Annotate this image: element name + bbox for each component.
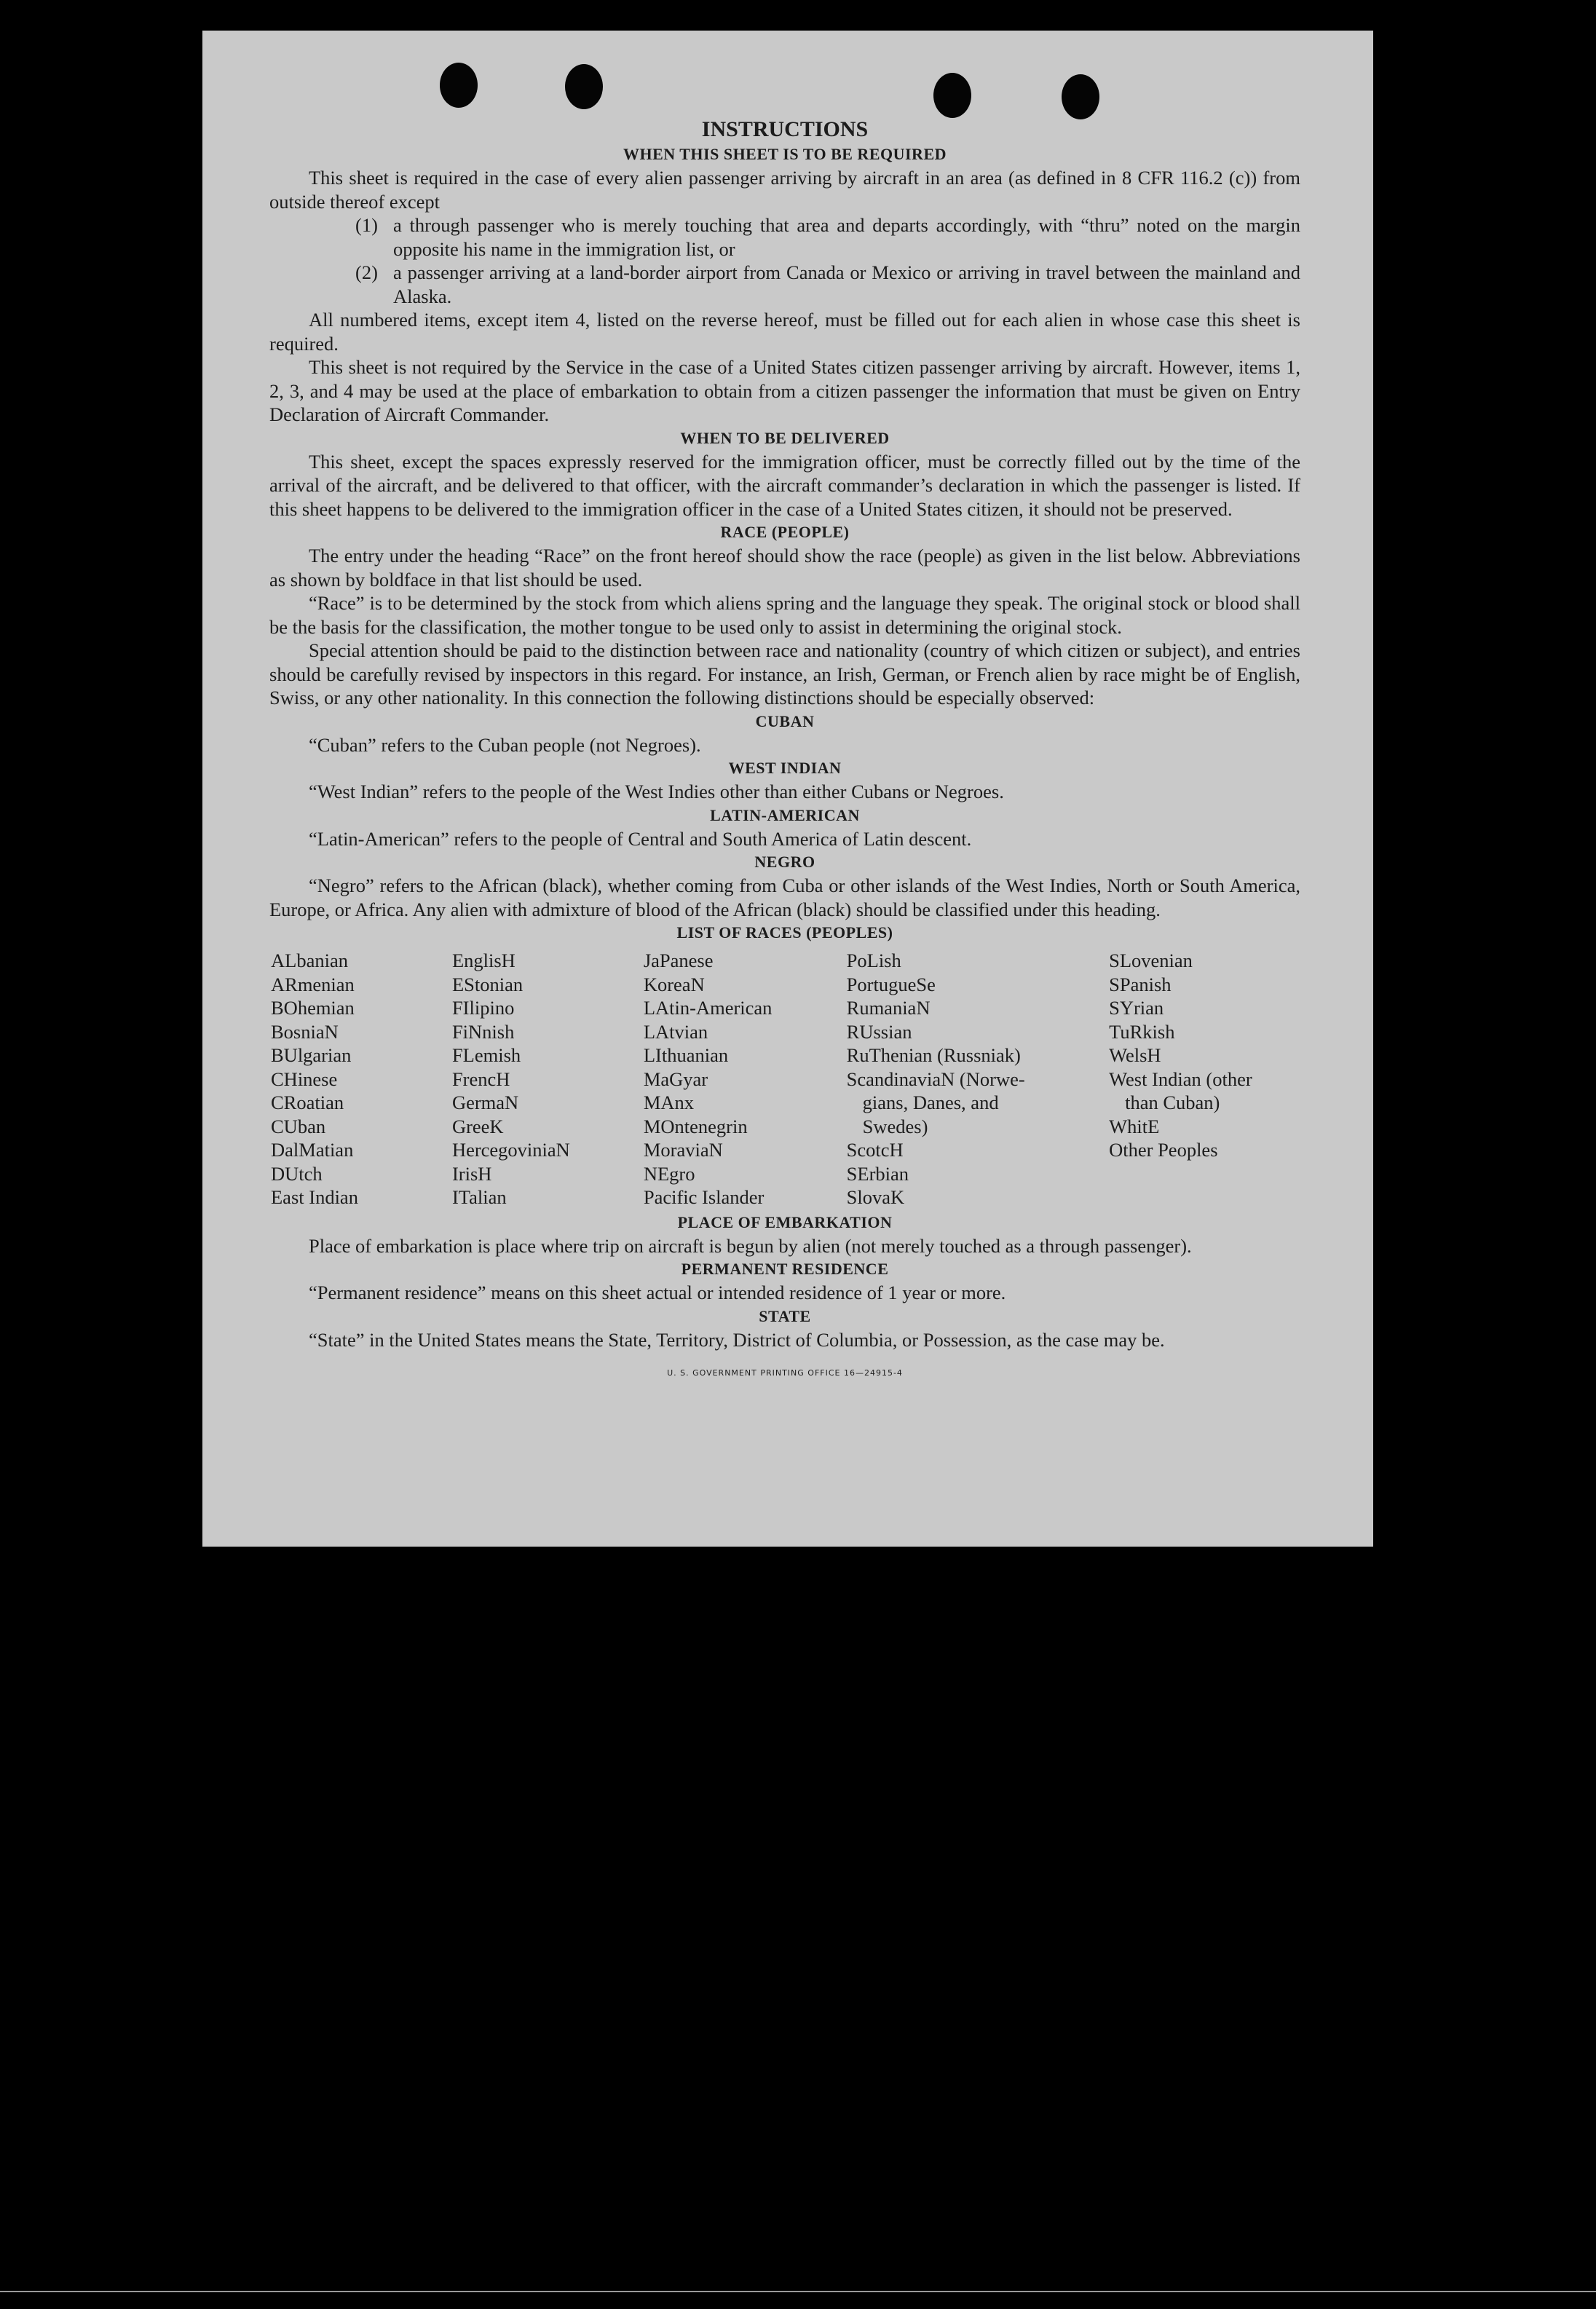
scan-edge-line xyxy=(0,2291,1596,2292)
race-entry: BUlgarian xyxy=(271,1044,352,1066)
race-entry: MOntenegrin xyxy=(643,1115,748,1137)
race-entry: PortugueSe xyxy=(846,973,936,995)
item-text: a through passenger who is merely touching that area and departs accordingly, with “thru” noted on the margin opposite his name in the immigration list, or xyxy=(393,214,1300,260)
race-entry: KoreaN xyxy=(643,973,705,995)
paragraph: All numbered items, except item 4, listed on the reverse hereof, must be filled out for each alien in whose case this sheet is required. xyxy=(269,309,1300,355)
race-entry: CRoatian xyxy=(271,1092,344,1113)
race-entry: LAtin-American xyxy=(643,997,773,1019)
race-entry: FrencH xyxy=(451,1067,510,1090)
race-entry: MAnx xyxy=(643,1092,695,1113)
heading-latin-american: LATIN-AMERICAN xyxy=(710,805,860,824)
race-entry: ScandinaviaN (Norwe- xyxy=(846,1067,1025,1090)
paragraph: This sheet is not required by the Service in the case of a United States citizen passenger arriving by aircraft. However, items 1, 2, 3, and 4 may be used at the place of embarkation to obtain from a citizen passenger the information that must be given on Entry Declaration of Aircraft Commander. xyxy=(269,356,1300,425)
race-entry: EnglisH xyxy=(451,950,515,971)
paragraph: This sheet is required in the case of every alien passenger arriving by aircraft in an area (as defined in 8 CFR 116.2 (c)) from outside thereof except xyxy=(269,167,1300,213)
race-entry: LAtvian xyxy=(643,1020,708,1043)
heading-west-indian: WEST INDIAN xyxy=(728,759,842,777)
race-entry: ITalian xyxy=(451,1186,507,1208)
punch-hole xyxy=(1062,74,1099,119)
heading-residence: PERMANENT RESIDENCE xyxy=(681,1260,889,1278)
race-entry: CHinese xyxy=(271,1067,338,1090)
race-entry: ScotcH xyxy=(846,1139,904,1161)
race-entry: Pacific Islander xyxy=(643,1186,765,1208)
race-entry: CUban xyxy=(271,1115,326,1137)
item-number: (2) xyxy=(355,261,378,283)
punch-hole xyxy=(440,63,478,108)
heading-race: RACE (PEOPLE) xyxy=(720,523,850,541)
heading-cuban: CUBAN xyxy=(755,711,815,730)
race-entry: SYrian xyxy=(1109,997,1164,1019)
paragraph: “Race” is to be determined by the stock from which aliens spring and the language they speak. The original stock or blood shall be the basis for the classification, the mother tongue to be used only to assist in determining the original stock. xyxy=(269,592,1300,638)
paragraph: The entry under the heading “Race” on the front hereof should show the race (people) as given in the list below. Abbreviations as shown by boldface in that list should be used. xyxy=(269,545,1300,591)
race-entry: Swedes) xyxy=(862,1115,928,1137)
race-entry: SLovenian xyxy=(1109,950,1193,971)
heading-state: STATE xyxy=(759,1306,811,1325)
paragraph: “Permanent residence” means on this sheet actual or intended residence of 1 year or more. xyxy=(309,1282,1006,1303)
instruction-sheet xyxy=(202,31,1373,1547)
race-entry: HercegoviniaN xyxy=(451,1139,570,1161)
race-entry: ARmenian xyxy=(271,973,355,995)
race-entry: than Cuban) xyxy=(1125,1092,1220,1113)
race-entry: JaPanese xyxy=(643,950,714,971)
race-entry: WelsH xyxy=(1109,1044,1161,1066)
race-entry: gians, Danes, and xyxy=(862,1092,999,1113)
race-entry: SlovaK xyxy=(846,1186,905,1208)
race-entry: RumaniaN xyxy=(846,997,931,1019)
races-column xyxy=(847,949,1109,1209)
race-entry: DUtch xyxy=(271,1162,323,1185)
race-entry: RUssian xyxy=(846,1020,912,1043)
paragraph: “Cuban” refers to the Cuban people (not Negroes). xyxy=(309,733,701,756)
race-entry: LIthuanian xyxy=(643,1044,729,1066)
race-entry: SPanish xyxy=(1109,973,1172,995)
race-entry: GermaN xyxy=(451,1092,519,1113)
list-item xyxy=(355,213,1300,261)
paragraph: “West Indian” refers to the people of the West Indies other than either Cubans or Negroes. xyxy=(309,781,1004,802)
paragraph: “Latin-American” refers to the people of Central and South America of Latin descent. xyxy=(309,827,972,850)
race-entry: West Indian (other xyxy=(1109,1067,1252,1090)
item-text: a passenger arriving at a land-border airport from Canada or Mexico or arriving in travel between the mainland and Alaska. xyxy=(393,261,1300,307)
race-entry: East Indian xyxy=(271,1186,358,1208)
race-entry: NEgro xyxy=(643,1162,695,1185)
race-entry: BosniaN xyxy=(271,1020,339,1043)
race-entry: FIlipino xyxy=(451,997,515,1019)
paragraph: “Negro” refers to the African (black), whether coming from Cuba or other islands of the West Indies, North or South America, Europe, or Africa. Any alien with admixture of blood of the African (black) should be classified under this heading. xyxy=(269,875,1300,920)
races-list xyxy=(271,949,1300,1209)
race-entry: DalMatian xyxy=(271,1139,354,1161)
heading-embarkation: PLACE OF EMBARKATION xyxy=(677,1212,893,1231)
race-entry: Other Peoples xyxy=(1109,1139,1218,1161)
race-entry: FLemish xyxy=(451,1044,521,1066)
heading-negro: NEGRO xyxy=(754,853,815,871)
races-column xyxy=(452,949,644,1209)
paragraph: “State” in the United States means the State, Territory, District of Columbia, or Possession, as the case may be. xyxy=(309,1328,1165,1351)
race-entry: ALbanian xyxy=(271,950,348,971)
race-entry: MoraviaN xyxy=(643,1139,723,1161)
list-item xyxy=(355,261,1300,308)
race-entry: BOhemian xyxy=(271,997,355,1019)
item-number: (1) xyxy=(355,214,378,236)
race-entry: WhitE xyxy=(1109,1115,1160,1137)
races-column xyxy=(1109,949,1300,1209)
race-entry: PoLish xyxy=(846,950,901,971)
heading-list-of-races: LIST OF RACES (PEOPLES) xyxy=(676,923,893,942)
race-entry: RuThenian (Russniak) xyxy=(846,1044,1021,1066)
heading-required: WHEN THIS SHEET IS TO BE REQUIRED xyxy=(623,145,947,163)
race-entry: TuRkish xyxy=(1109,1020,1175,1043)
race-entry: FiNnish xyxy=(451,1020,515,1043)
race-entry: SErbian xyxy=(846,1162,909,1185)
printer-imprint: U. S. GOVERNMENT PRINTING OFFICE 16—24915-4 xyxy=(667,1368,903,1378)
races-column xyxy=(644,949,847,1209)
race-entry: IrisH xyxy=(451,1162,492,1185)
document-title: INSTRUCTIONS xyxy=(701,117,869,141)
punch-hole xyxy=(565,64,603,109)
races-column xyxy=(271,949,452,1209)
paragraph: This sheet, except the spaces expressly reserved for the immigration officer, must be correctly filled out by the time of the arrival of the aircraft, and be delivered to that officer, with the aircraft commander’s declaration in which the passenger is listed. If this sheet happens to be delivered to the immigration officer in the case of a United States citizen, it should not be preserved. xyxy=(269,450,1300,520)
race-entry: EStonian xyxy=(451,973,524,995)
paragraph: Place of embarkation is place where trip on aircraft is begun by alien (not merely touched as a through passenger). xyxy=(309,1234,1192,1257)
race-entry: GreeK xyxy=(451,1115,504,1137)
paragraph: Special attention should be paid to the distinction between race and nationality (country of which citizen or subject), and entries should be carefully revised by inspectors in this regard. For instance, an Irish, German, or French alien by race might be of English, Swiss, or any other nationality. In this connection the following distinctions should be especially observed: xyxy=(269,639,1300,709)
race-entry: MaGyar xyxy=(643,1067,708,1090)
heading-delivered: WHEN TO BE DELIVERED xyxy=(680,428,890,447)
punch-hole xyxy=(933,73,971,118)
